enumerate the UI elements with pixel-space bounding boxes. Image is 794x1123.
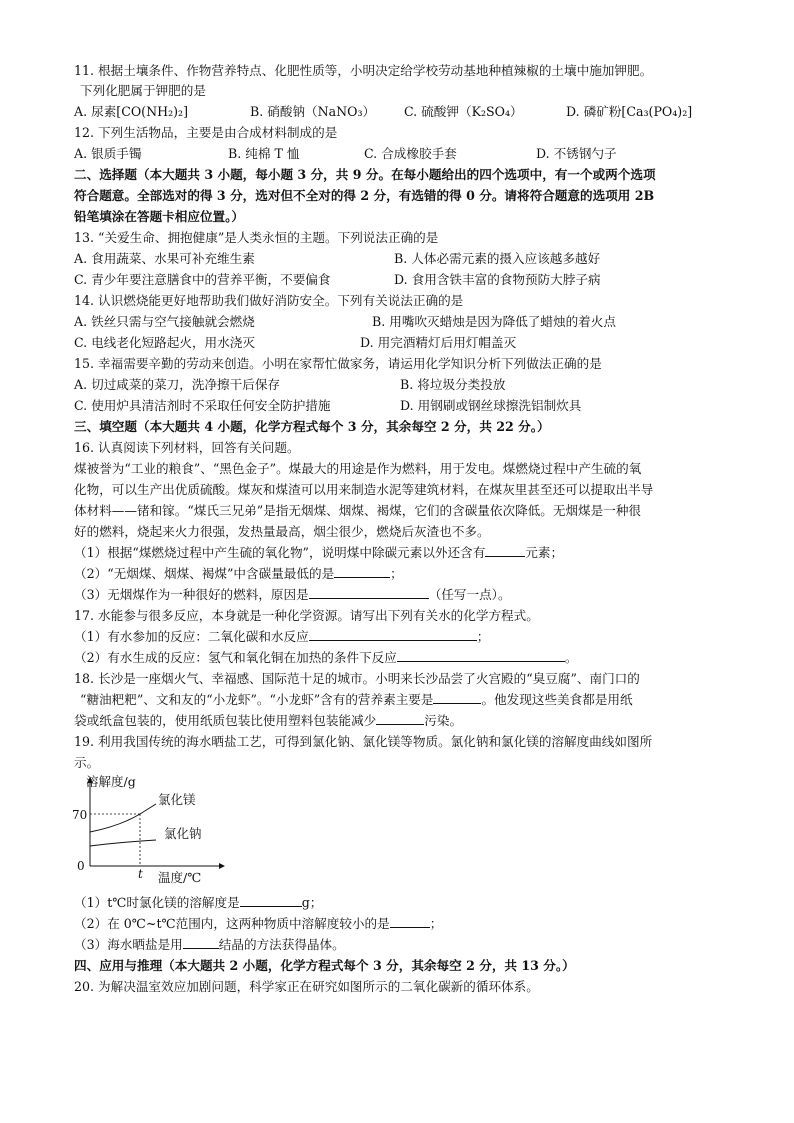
q13-stem: 13. “关爱生命、拥抱健康”是人类永恒的主题。下列说法正确的是 [74, 230, 439, 245]
q16-sub2-blank[interactable] [334, 565, 390, 578]
q14-stem: 14. 认识燃烧能更好地帮助我们做好消防安全。下列有关说法正确的是 [74, 293, 464, 308]
q16-sub2 [74, 565, 403, 583]
solubility-chart [72, 774, 262, 892]
q17-sub1-text: （1）有水参加的反应：二氧化碳和水反应 [74, 629, 309, 644]
q16-sub1-text: （1）根据“煤燃烧过程中产生硫的氧化物”，说明煤中除碳元素以外还含有 [74, 545, 486, 560]
q13-option-c: C. 青少年要注意膳食中的营养平衡，不要偏食 [74, 272, 331, 287]
q16-sub1 [74, 544, 563, 562]
q17-sub2-text: （2）有水生成的反应：氢气和氧化铜在加热的条件下反应 [74, 650, 397, 665]
q18-line3-tail: 污染。 [424, 713, 463, 728]
section2-heading-line3: 铅笔填涂在答题卡相应位置。） [74, 209, 245, 224]
q13-option-d: D. 食用含铁丰富的食物预防大脖子病 [394, 272, 601, 287]
q17-sub2 [74, 649, 577, 667]
q19-sub1-text: （1）t℃时氯化镁的溶解度是 [74, 895, 240, 910]
q12-options [74, 145, 734, 163]
q18-pollution-blank[interactable] [376, 712, 424, 725]
section2-heading-line1: 二、选择题（本大题共 3 小题，每小题 3 分，共 9 分。在每小题给出的四个选项中，有一个或两个选项 [74, 167, 656, 182]
q11-option-b: B. 硝酸钠（NaNO₃） [250, 104, 376, 119]
q16-passage-line3: 体材料——锗和镓。“煤氏三兄弟”是指无烟煤、烟煤、褐煤，它们的含碳量依次降低。无烟煤是一种很 [74, 503, 642, 518]
q15-option-d: D. 用钢刷或钢丝球擦洗铝制炊具 [400, 398, 582, 413]
q16-sub3-blank[interactable] [309, 586, 429, 599]
q17-sub2-tail: 。 [564, 650, 578, 665]
q16-passage-line1: 煤被誉为“工业的粮食”、“黑色金子”。煤最大的用途是作为燃料，用于发电。煤燃烧过程中产生硫的氧 [74, 461, 642, 476]
q15-stem: 15. 幸福需要辛勤的劳动来创造。小明在家帮忙做家务，请运用化学知识分析下列做法正确的是 [74, 356, 602, 371]
q18-line1: 18. 长沙是一座烟火气、幸福感、国际范十足的城市。小明来长沙品尝了火宫殿的“臭豆腐”、南门口的 [74, 671, 640, 686]
q15-option-a: A. 切过咸菜的菜刀，洗净擦干后保存 [74, 377, 281, 392]
q16-sub3-tail: （任写一点）。 [428, 587, 511, 602]
q18-line2-text: “糖油粑粑”、文和友的“小龙虾”。“小龙虾”含有的营养素主要是 [80, 692, 434, 707]
q11-options [74, 103, 734, 121]
q14-options-row1 [74, 313, 734, 331]
q18-line2 [80, 691, 633, 709]
q19-sub2-blank[interactable] [390, 915, 430, 928]
x-tick-t: t [138, 867, 143, 881]
q12-option-b: B. 纯棉 T 恤 [228, 146, 300, 161]
q19-sub1-tail: g； [301, 895, 323, 910]
q13-options-row2 [74, 271, 734, 289]
nacl-curve [90, 840, 156, 846]
y-axis-label: 溶解度/g [86, 774, 136, 789]
q16-sub1-tail: 元素； [525, 545, 564, 560]
section3-heading: 三、填空题（本大题共 4 小题，化学方程式每个 3 分，其余每空 2 分，共 22 分。） [74, 419, 550, 434]
q12-option-c: C. 合成橡胶手套 [364, 146, 457, 161]
q16-stem: 16. 认真阅读下列材料，回答有关问题。 [74, 440, 300, 455]
q14-option-a: A. 铁丝只需与空气接触就会燃烧 [74, 314, 255, 329]
q12-stem: 12. 下列生活物品，主要是由合成材料制成的是 [74, 125, 338, 140]
q15-options-row2 [74, 397, 734, 415]
q18-nutrient-blank[interactable] [433, 691, 481, 704]
q18-line3 [74, 712, 462, 730]
q19-sub3 [74, 936, 345, 954]
q16-sub2-tail: ； [390, 566, 403, 581]
q19-line2: 示。 [74, 755, 100, 770]
nacl-label: 氯化钠 [164, 826, 202, 841]
q19-sub3-tail: 结晶的方法获得晶体。 [218, 937, 345, 952]
q18-line3-text: 袋或纸盒包装的，使用纸质包装比使用塑料包装能减少 [74, 713, 377, 728]
q16-sub3 [74, 586, 511, 604]
q14-option-c: C. 电线老化短路起火，用水浇灭 [74, 335, 255, 350]
q11-option-d: D. 磷矿粉[Ca₃(PO₄)₂] [566, 104, 693, 119]
q19-sub3-text: （3）海水晒盐是用 [74, 937, 183, 952]
mgcl2-label: 氯化镁 [158, 792, 196, 807]
q19-sub1 [74, 894, 322, 912]
q19-sub2-text: （2）在 0℃~t℃范围内，这两种物质中溶解度较小的是 [74, 916, 390, 931]
q19-sub3-blank[interactable] [183, 936, 219, 949]
q16-sub3-text: （3）无烟煤作为一种很好的燃料，原因是 [74, 587, 309, 602]
q12-option-a: A. 银质手镯 [74, 146, 142, 161]
q11-stem-line2: 下列化肥属于钾肥的是 [80, 83, 206, 98]
q17-sub2-blank[interactable] [397, 649, 565, 662]
q12-option-d: D. 不锈钢勺子 [536, 146, 617, 161]
q16-sub1-blank[interactable] [485, 544, 525, 557]
q16-sub2-text: （2）“无烟煤、烟煤、褐煤”中含碳量最低的是 [74, 566, 335, 581]
q19-sub2-tail: ； [429, 916, 443, 931]
y-tick-0: 0 [77, 859, 85, 873]
q17-sub1-blank[interactable] [309, 628, 477, 641]
x-axis-label: 温度/℃ [158, 870, 202, 885]
q13-option-a: A. 食用蔬菜、水果可补充维生素 [74, 251, 255, 266]
q11-stem-line1: 11. 根据土壤条件、作物营养特点、化肥性质等，小明决定给学校劳动基地种植辣椒的土壤中施加钾肥。 [74, 63, 653, 78]
section2-heading-line2: 符合题意。全部选对的得 3 分，选对但不全对的得 2 分，有选错的得 0 分。请将符合题意的选项用 2B [74, 188, 655, 203]
q11-option-a: A. 尿素[CO(NH₂)₂] [74, 104, 189, 119]
q14-option-b: B. 用嘴吹灭蜡烛是因为降低了蜡烛的着火点 [372, 314, 616, 329]
q18-line2-tail: 。他发现这些美食都是用纸 [481, 692, 633, 707]
q19-sub2 [74, 915, 442, 933]
q19-line1: 19. 利用我国传统的海水晒盐工艺，可得到氯化钠、氯化镁等物质。氯化钠和氯化镁的溶解度曲线如图所 [74, 734, 653, 749]
q17-stem: 17. 水能参与很多反应，本身就是一种化学资源。请写出下列有关水的化学方程式。 [74, 608, 539, 623]
y-tick-70: 70 [72, 808, 88, 822]
q14-options-row2 [74, 334, 734, 352]
q17-sub1 [74, 628, 489, 646]
section4-heading: 四、应用与推理（本大题共 2 小题，化学方程式每个 3 分，其余每空 2 分，共 13 分。） [74, 958, 575, 973]
q20-stem: 20. 为解决温室效应加剧问题，科学家正在研究如图所示的二氧化碳新的循环体系。 [74, 979, 539, 994]
q16-passage-line4: 好的燃料，烧起来火力很强，发热量最高，烟尘很少，燃烧后灰渣也不多。 [74, 524, 490, 539]
q19-sub1-blank[interactable] [240, 894, 302, 907]
mgcl2-curve [90, 804, 156, 832]
q13-options-row1 [74, 250, 734, 268]
q14-option-d: D. 用完酒精灯后用灯帽盖灭 [360, 335, 517, 350]
q15-option-b: B. 将垃圾分类投放 [400, 377, 506, 392]
q11-option-c: C. 硫酸钾（K₂SO₄） [404, 104, 523, 119]
q15-option-c: C. 使用炉具清洁剂时不采取任何安全防护措施 [74, 398, 331, 413]
q15-options-row1 [74, 376, 734, 394]
q16-passage-line2: 化物，可以生产出优质硫酸。煤灰和煤渣可以用来制造水泥等建筑材料，在煤灰里甚至还可以提取出半导 [74, 482, 654, 497]
q13-option-b: B. 人体必需元素的摄入应该越多越好 [394, 251, 601, 266]
q17-sub1-tail: ； [476, 629, 490, 644]
